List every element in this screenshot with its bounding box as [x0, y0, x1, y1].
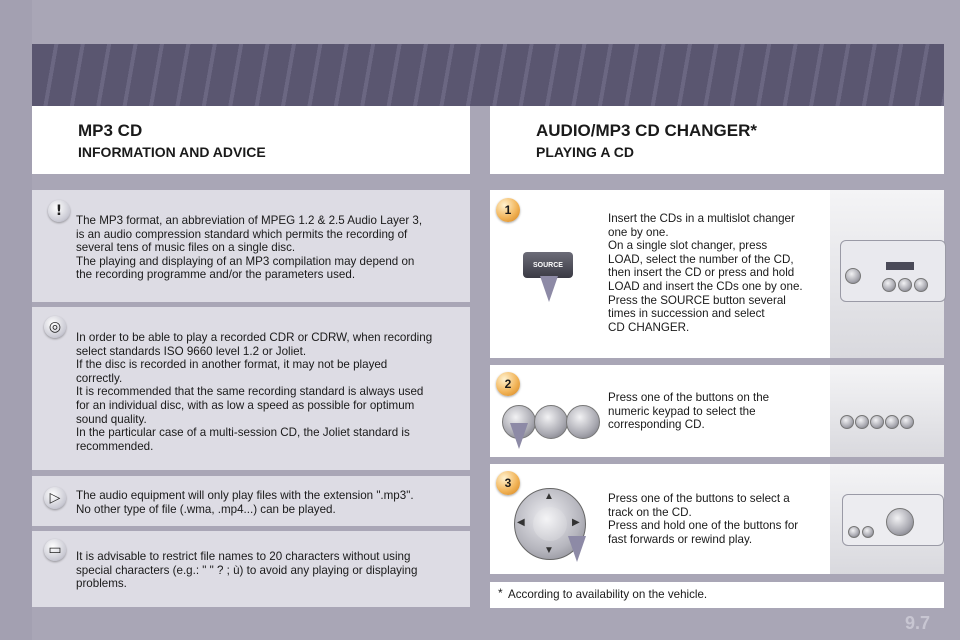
cd-changer-photo — [830, 190, 944, 358]
page-margin — [0, 0, 32, 640]
info-text-file-names: It is advisable to restrict file names to 20 characters without using special characters (e.g.: " " ? ; ù) to avoid any playing or displaying problems. — [76, 550, 418, 591]
step-1-panel — [490, 190, 944, 358]
step-2-panel — [490, 365, 944, 457]
info-block-mp3-extension — [32, 476, 470, 526]
step-1-number: 1 — [496, 198, 520, 222]
left-title: MP3 CD — [78, 121, 143, 140]
info-block-mp3-format — [32, 190, 470, 302]
step-1-text: Insert the CDs in a multislot changer one by one. On a single slot changer, press LOAD, select the number of the CD, then insert the CD or press and hold LOAD and insert the CDs one by one. Press the SOURCE button several times in succession and select CD CHANGER. — [608, 212, 803, 334]
press-arrow-icon — [540, 276, 558, 302]
info-text-cd-recording: In order to be able to play a recorded CDR or CDRW, when recording select standards ISO 9660 level 1.2 or Joliet. If the disc is recorded in another format, it may not be played correctly. It is recommended that the same recording standard is always used for an individual disc, with as low a speed as possible for optimum sound quality. In the particular case of a multi-session CD, the Joliet standard is recommended. — [76, 331, 433, 453]
footnote-mark: * — [498, 586, 503, 600]
info-block-cd-recording — [32, 307, 470, 470]
play-icon: ▷ — [44, 487, 66, 509]
keypad-button-icon — [566, 405, 600, 439]
step-2-text: Press one of the buttons on the numeric keypad to select the corresponding CD. — [608, 391, 770, 432]
right-subtitle: PLAYING A CD — [536, 144, 635, 160]
warning-icon: ! — [48, 200, 70, 222]
keypad-button-icon — [534, 405, 568, 439]
source-button-label: SOURCE — [533, 261, 563, 269]
footnote-bar — [490, 582, 944, 608]
step-3-text: Press one of the buttons to select a track on the CD. Press and hold one of the buttons for fast forwards or rewind play. — [608, 492, 799, 546]
cd-icon: ◎ — [44, 316, 66, 338]
keypad-photo — [830, 365, 944, 457]
info-block-file-names — [32, 531, 470, 607]
footnote-text: According to availability on the vehicle. — [508, 588, 708, 601]
note-icon: ▭ — [44, 539, 66, 561]
source-button-illustration — [523, 252, 573, 278]
right-section-header — [490, 106, 944, 174]
navigation-pad-illustration: ▲ ▼ ◀ ▶ — [514, 488, 586, 560]
control-panel-photo — [830, 464, 944, 574]
info-text-mp3-extension: The audio equipment will only play files with the extension ".mp3". No other type of file (.wma, .mp4...) can be played. — [76, 489, 414, 516]
left-section-header — [32, 106, 470, 174]
page-number: 9.7 — [904, 613, 930, 633]
right-title: AUDIO/MP3 CD CHANGER* — [536, 121, 758, 140]
left-subtitle: INFORMATION AND ADVICE — [78, 144, 266, 160]
step-2-number: 2 — [496, 372, 520, 396]
info-text-mp3-format: The MP3 format, an abbreviation of MPEG 1.2 & 2.5 Audio Layer 3, is an audio compression standard which permits the recording of several tens of music files on a single disc. The playing and displaying of an MP3 compilation may depend on the recording programme and/or the parameters used. — [76, 214, 423, 282]
step-3-number: 3 — [496, 471, 520, 495]
step-3-panel — [490, 464, 944, 574]
press-arrow-icon — [510, 423, 528, 449]
press-arrow-icon — [568, 536, 586, 562]
decorative-header-band — [32, 44, 944, 106]
